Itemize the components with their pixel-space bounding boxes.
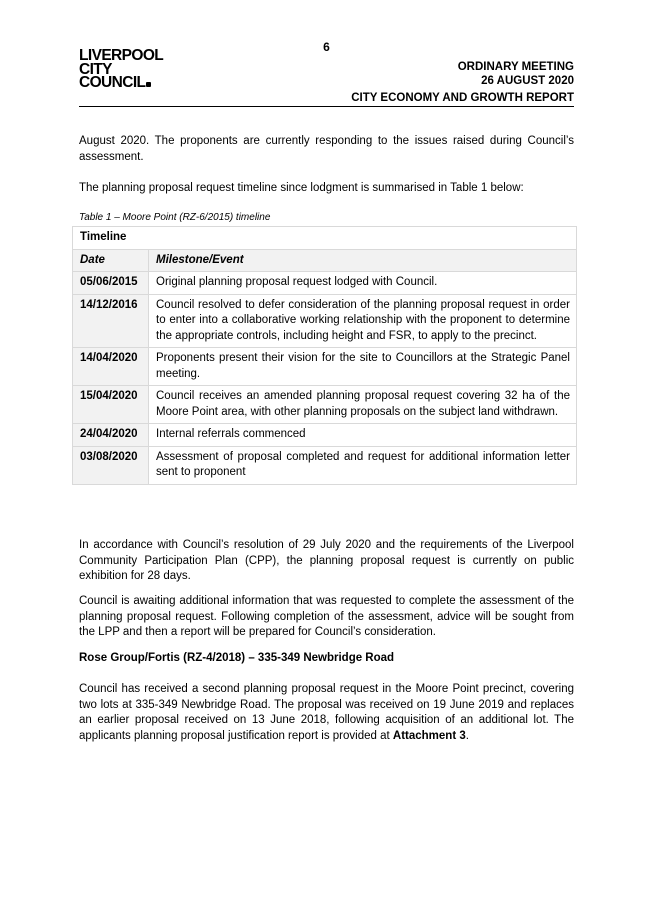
row-event: Council resolved to defer consideration of the planning proposal request in order to enter into a collaborative working relationship with the proponent to determine the appropriate controls, including height and FSR, to apply to the precinct. bbox=[149, 294, 577, 348]
table-row bbox=[73, 348, 577, 386]
table-title: Timeline bbox=[73, 227, 577, 250]
table-row bbox=[73, 424, 577, 447]
header-report: CITY ECONOMY AND GROWTH REPORT bbox=[351, 92, 574, 104]
row-date: 03/08/2020 bbox=[73, 446, 149, 484]
attachment-reference: Attachment 3 bbox=[392, 729, 466, 742]
row-event: Assessment of proposal completed and request for additional information letter sent to proponent bbox=[149, 446, 577, 484]
row-event: Original planning proposal request lodged with Council. bbox=[149, 272, 577, 295]
column-header-date: Date bbox=[73, 249, 149, 272]
table-caption: Table 1 – Moore Point (RZ-6/2015) timeline bbox=[79, 212, 271, 223]
row-date: 24/04/2020 bbox=[73, 424, 149, 447]
row-event: Proponents present their vision for the site to Councillors at the Strategic Panel meeting. bbox=[149, 348, 577, 386]
paragraph-5-text: Council has received a second planning proposal request in the Moore Point precinct, covering two lots at 335-349 Newbridge Road. The proposal was received on 19 June 2019 and replaces an earlier proposal received on 13 June 2018, following acquisition of an additional lot. The applicants planning proposal justification report is provided at bbox=[79, 683, 574, 742]
table-row bbox=[73, 386, 577, 424]
column-header-event: Milestone/Event bbox=[149, 249, 577, 272]
logo-mark-icon bbox=[146, 82, 151, 87]
header-meeting: ORDINARY MEETING bbox=[457, 61, 574, 73]
table-row bbox=[73, 446, 577, 484]
row-date: 15/04/2020 bbox=[73, 386, 149, 424]
row-event: Internal referrals commenced bbox=[149, 424, 577, 447]
page-number: 6 bbox=[323, 40, 330, 54]
paragraph-3: In accordance with Council’s resolution of 29 July 2020 and the requirements of the Liverpool Community Participation Plan (CPP), the planning proposal request is currently on public exhibition for 28 days. bbox=[79, 539, 574, 582]
timeline-table bbox=[72, 226, 577, 485]
section-subheading: Rose Group/Fortis (RZ-4/2018) – 335-349 Newbridge Road bbox=[79, 652, 395, 664]
paragraph-2: The planning proposal request timeline since lodgment is summarised in Table 1 below: bbox=[79, 182, 524, 194]
row-event: Council receives an amended planning proposal request covering 32 ha of the Moore Point area, with other planning proposals on the subject land withdrawn. bbox=[149, 386, 577, 424]
logo-line-2: CITY bbox=[79, 60, 112, 78]
logo-line-1: LIVERPOOL bbox=[79, 47, 164, 64]
council-logo bbox=[79, 49, 163, 90]
table-row bbox=[73, 294, 577, 348]
logo-line-3: COUNCIL bbox=[79, 74, 146, 91]
logo-line-3-wrap bbox=[79, 76, 163, 90]
header-date: 26 AUGUST 2020 bbox=[481, 75, 574, 87]
header-divider bbox=[79, 106, 574, 107]
paragraph-1: August 2020. The proponents are currently responding to the issues raised during Council’s assessment. bbox=[79, 135, 574, 163]
table-row bbox=[73, 272, 577, 295]
paragraph-4: Council is awaiting additional information that was requested to complete the assessment of the planning proposal request. Following completion of the assessment, advice will be sought from the LPP and then a report will be prepared for Council’s consideration. bbox=[79, 595, 574, 638]
paragraph-5 bbox=[79, 682, 574, 744]
row-date: 14/04/2020 bbox=[73, 348, 149, 386]
row-date: 14/12/2016 bbox=[73, 294, 149, 348]
row-date: 05/06/2015 bbox=[73, 272, 149, 295]
paragraph-5-end: . bbox=[465, 729, 469, 742]
